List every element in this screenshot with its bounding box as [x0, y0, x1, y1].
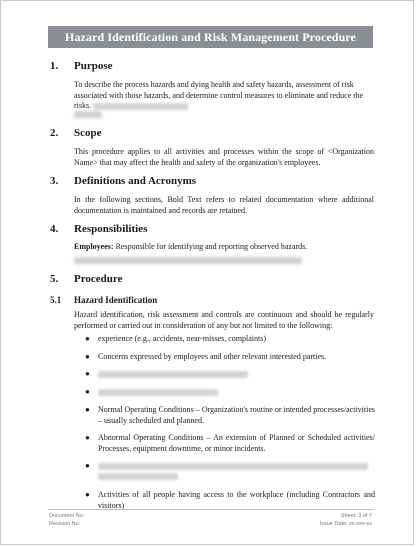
hazard-considerations-list: [85, 334, 375, 511]
footer-sheet: Sheet: 3 of 7: [340, 513, 372, 519]
section-title: Responsibilities: [74, 223, 148, 235]
section-number: 4.: [50, 223, 59, 235]
bullet-icon: ●: [85, 387, 90, 396]
scope-paragraph: This procedure applies to all activities and processes within the scope of <Organization Name> that may affect the health and safety of the organization's employees.: [74, 147, 374, 167]
section-heading-purpose: [50, 60, 113, 72]
section-heading-responsibilities: [50, 223, 147, 235]
employees-text: Responsible for identifying and reporting observed hazards.: [115, 242, 308, 251]
bullet-icon: ●: [85, 351, 90, 361]
footer-divider: [48, 509, 374, 510]
subsection-title: Hazard Identification: [74, 295, 158, 305]
section-number: 2.: [50, 127, 59, 139]
section-title: Purpose: [74, 60, 113, 72]
section-number: 5.: [50, 273, 59, 285]
section-heading-procedure: [50, 273, 122, 285]
employees-label: Employees:: [74, 242, 114, 251]
redacted-text: [74, 257, 302, 264]
hazard-identification-paragraph: Hazard identification, risk assessment and controls are continuous and should be regularly performed or carried out in consideration of any but not limited to the following:: [74, 310, 374, 330]
subsection-number: 5.1: [50, 295, 62, 305]
section-title: Procedure: [74, 273, 123, 285]
purpose-text: To describe the process hazards and dying health and safety hazards, assessment of risk associated with those hazards, and determine control measures to eliminate and reduce the risks.: [74, 80, 364, 110]
bullet-icon: ●: [85, 334, 90, 343]
bullet-icon: ●: [85, 433, 90, 442]
redacted-text: [74, 111, 102, 118]
bullet-icon: ●: [85, 369, 90, 378]
bullet-icon: ●: [85, 405, 90, 414]
section-number: 3.: [50, 175, 59, 187]
section-heading-scope: [50, 127, 102, 139]
redacted-text: [98, 371, 248, 378]
list-item: ● Activities of all people having access to the workplace (including Contractors and visitors): [85, 490, 375, 510]
subsection-heading-hazard-identification: [50, 295, 157, 305]
purpose-paragraph: [74, 80, 374, 112]
list-item: [85, 461, 375, 483]
definitions-paragraph: In the following sections, Bold Text refers to related documentation where additional documentation is maintained and records are retained.: [74, 195, 374, 215]
list-item: ● Abnormal Operating Conditions – An extension of Planned or Scheduled activities/ Processes, equipment downtime, or minor incidents.: [85, 433, 375, 453]
bullet-icon: ●: [85, 461, 90, 470]
footer-revision-no: Revision No:: [49, 521, 81, 527]
bullet-icon: ●: [85, 490, 90, 499]
list-item: ● Normal Operating Conditions – Organization's routine or intended processes/activities – usually scheduled and planned.: [85, 405, 375, 425]
section-title: Definitions and Acronyms: [74, 175, 197, 187]
section-heading-definitions: [50, 175, 196, 187]
footer-issue-date: Issue Date: xx-xxx-xx: [319, 521, 372, 527]
section-number: 1.: [50, 60, 59, 72]
redacted-text: [98, 389, 218, 396]
redacted-text: [98, 463, 368, 470]
list-item: ● experience (e.g., accidents, near-misses, complaints): [85, 334, 266, 343]
list-item: ● Concerns expressed by employees and other relevant interested parties.: [85, 351, 327, 361]
redacted-text: [98, 473, 178, 480]
document-title: Hazard Identification and Risk Management Procedure: [48, 26, 373, 48]
footer-document-no: Document No:: [49, 513, 85, 519]
redacted-text: [93, 103, 188, 110]
responsibilities-paragraph: [74, 242, 374, 253]
list-item: [85, 387, 375, 398]
section-title: Scope: [74, 127, 102, 139]
list-item: [85, 369, 375, 380]
